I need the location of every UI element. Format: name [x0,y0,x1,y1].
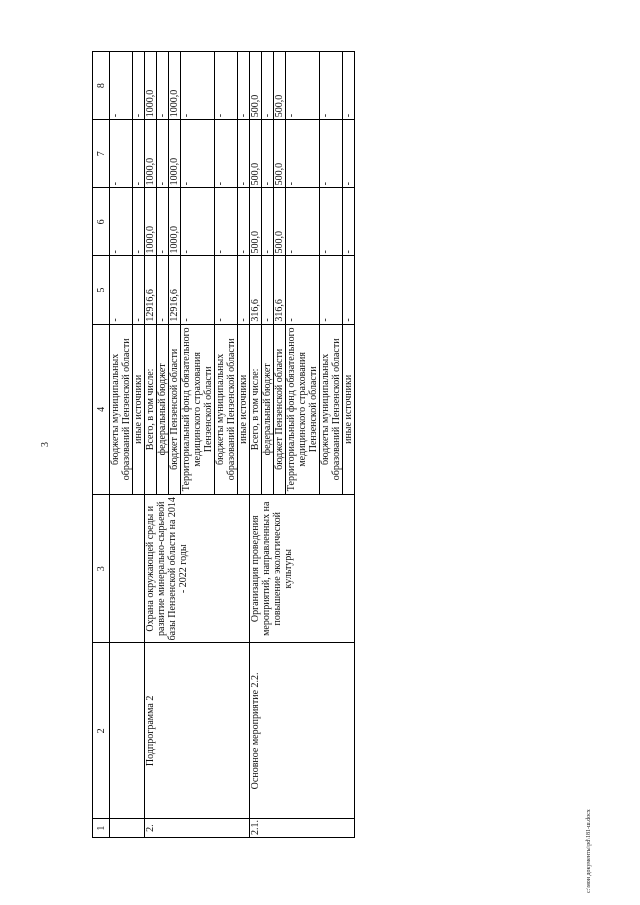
amount-cell-c7: - [181,120,215,188]
table-row [145,52,157,838]
description-cell [110,495,145,643]
funding-source-cell: бюджеты муниципальных образований Пензенской области [320,324,343,494]
amount-cell-c8: - [110,52,133,120]
amount-cell-c7: - [320,120,343,188]
funding-source-cell: Всего, в том числе: [145,324,157,494]
row-number-cell [110,819,145,838]
program-name-cell [110,643,145,819]
table-row [110,52,133,838]
amount-cell-c5: - [343,256,355,324]
program-name-cell: Подпрограмма 2 [145,643,250,819]
amount-cell-c6: 500,0 [250,188,262,256]
column-number-8: 8 [93,52,110,120]
table-row [250,52,262,838]
amount-cell-c8: 500,0 [250,52,262,120]
amount-cell-c7: 1000,0 [145,120,157,188]
description-cell: Охрана окружающей среды и развитие минерально-сырьевой базы Пензенской области на 2014 - 2022 годы [145,495,250,643]
amount-cell-c8: 1000,0 [145,52,157,120]
amount-cell-c8: 1000,0 [169,52,181,120]
column-number-2: 2 [93,643,110,819]
amount-cell-c5: - [320,256,343,324]
amount-cell-c8: - [157,52,169,120]
amount-cell-c6: - [286,188,320,256]
header-row [93,52,110,838]
funding-source-cell: иные источники [133,324,145,494]
amount-cell-c6: - [238,188,250,256]
amount-cell-c5: - [286,256,320,324]
amount-cell-c5: - [110,256,133,324]
amount-cell-c5: - [133,256,145,324]
program-name-cell: Основное мероприятие 2.2. [250,643,355,819]
amount-cell-c6: 1000,0 [169,188,181,256]
funding-table [92,51,355,838]
amount-cell-c5: 316,6 [250,256,262,324]
column-number-1: 1 [93,819,110,838]
amount-cell-c5: - [181,256,215,324]
funding-source-cell: федеральный бюджет [157,324,169,494]
amount-cell-c8: - [262,52,274,120]
amount-cell-c7: - [262,120,274,188]
funding-source-cell: бюджеты муниципальных образований Пензенской области [215,324,238,494]
amount-cell-c7: - [238,120,250,188]
amount-cell-c8: 500,0 [274,52,286,120]
amount-cell-c7: - [215,120,238,188]
page-number: 3 [40,442,51,447]
amount-cell-c8: - [238,52,250,120]
amount-cell-c6: - [320,188,343,256]
amount-cell-c5: - [215,256,238,324]
row-number-cell: 2.1. [250,819,355,838]
amount-cell-c5: - [262,256,274,324]
funding-source-cell: бюджет Пензенской области [169,324,181,494]
funding-source-cell: Всего, в том числе: [250,324,262,494]
amount-cell-c6: - [262,188,274,256]
column-number-3: 3 [93,495,110,643]
amount-cell-c7: - [157,120,169,188]
column-number-5: 5 [93,256,110,324]
amount-cell-c7: - [286,120,320,188]
funding-source-cell: бюджеты муниципальных образований Пензенской области [110,324,133,494]
amount-cell-c8: - [133,52,145,120]
description-cell: Организация проведения мероприятий, направленных на повышение экологической культуры [250,495,355,643]
amount-cell-c6: - [343,188,355,256]
column-number-4: 4 [93,324,110,494]
amount-cell-c6: 1000,0 [145,188,157,256]
amount-cell-c7: - [110,120,133,188]
funding-source-cell: бюджет Пензенской области [274,324,286,494]
amount-cell-c5: 316,6 [274,256,286,324]
amount-cell-c5: - [238,256,250,324]
amount-cell-c7: 1000,0 [169,120,181,188]
row-number-cell: 2. [145,819,250,838]
amount-cell-c7: 500,0 [250,120,262,188]
amount-cell-c8: - [343,52,355,120]
amount-cell-c6: - [157,188,169,256]
column-number-6: 6 [93,188,110,256]
amount-cell-c6: - [215,188,238,256]
funding-source-cell: иные источники [238,324,250,494]
funding-source-cell: федеральный бюджет [262,324,274,494]
amount-cell-c8: - [181,52,215,120]
amount-cell-c6: - [133,188,145,256]
file-path-footer: c:\мои документы\рd\181-ш.docx [586,809,592,893]
column-number-7: 7 [93,120,110,188]
funding-source-cell: Территориальный фонд обязательного медицинского страхования Пензенской области [181,324,215,494]
amount-cell-c5: 12916,6 [169,256,181,324]
amount-cell-c5: 12916,6 [145,256,157,324]
amount-cell-c6: 500,0 [274,188,286,256]
amount-cell-c7: - [133,120,145,188]
funding-source-cell: иные источники [343,324,355,494]
amount-cell-c8: - [286,52,320,120]
amount-cell-c8: - [215,52,238,120]
amount-cell-c7: 500,0 [274,120,286,188]
funding-source-cell: Территориальный фонд обязательного медицинского страхования Пензенской области [286,324,320,494]
amount-cell-c5: - [157,256,169,324]
amount-cell-c6: - [110,188,133,256]
amount-cell-c7: - [343,120,355,188]
amount-cell-c6: - [181,188,215,256]
amount-cell-c8: - [320,52,343,120]
